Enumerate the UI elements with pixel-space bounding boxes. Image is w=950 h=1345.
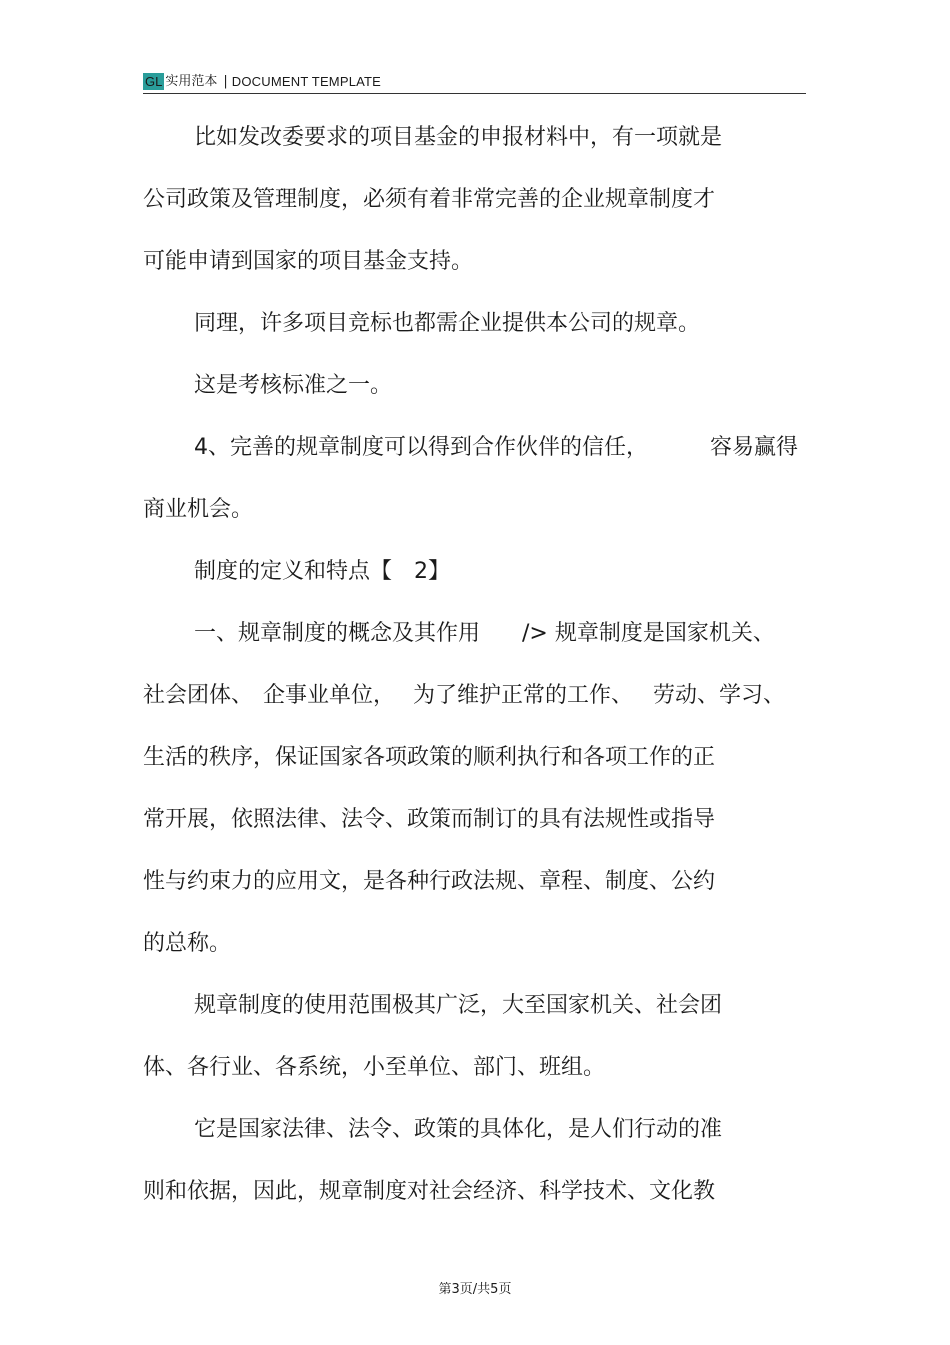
text-line: 同理，许多项目竞标也都需企业提供本公司的规章。 (194, 311, 701, 336)
text-line: 则和依据，因此，规章制度对社会经济、科学技术、文化教 (143, 1179, 716, 1204)
text-line (143, 561, 803, 623)
text-line (143, 623, 803, 685)
text-line: 它是国家法律、法令、政策的具体化，是人们行动的准 (194, 1117, 723, 1142)
text-segment: 容易赢得 (710, 435, 799, 460)
page-footer (0, 1278, 950, 1297)
text-line: 规章制度的使用范围极其广泛，大至国家机关、社会团 (194, 993, 723, 1018)
text-line (143, 685, 803, 747)
text-segment: 为了维护正常的工作、 (413, 683, 634, 708)
page-header (143, 70, 806, 94)
text-line: 生活的秩序，保证国家各项政策的顺利执行和各项工作的正 (143, 745, 716, 770)
text-segment: 2】 (414, 559, 451, 584)
text-line: 性与约束力的应用文，是各种行政法规、章程、制度、公约 (143, 869, 716, 894)
header-subtitle: DOCUMENT TEMPLATE (231, 74, 382, 89)
text-segment: 4、完善的规章制度可以得到合作伙伴的信任， (194, 435, 648, 460)
document-body (143, 127, 803, 1243)
text-segment: 一、规章制度的概念及其作用 (194, 621, 481, 646)
text-line: 这是考核标准之一。 (194, 373, 393, 398)
text-segment: 企事业单位， (263, 683, 396, 708)
header-brand: 实用范本 (165, 74, 218, 89)
text-line: 比如发改委要求的项目基金的申报材料中，有一项就是 (194, 125, 723, 150)
text-line (143, 437, 803, 499)
text-line: 公司政策及管理制度，必须有着非常完善的企业规章制度才 (143, 187, 716, 212)
text-line: 常开展，依照法律、法令、政策而制订的具有法规性或指导 (143, 807, 716, 832)
header-separator: | (223, 74, 228, 89)
text-segment: 制度的定义和特点【 (194, 559, 393, 584)
text-segment: 社会团体、 (143, 683, 254, 708)
text-line: 商业机会。 (143, 497, 254, 522)
text-line: 体、各行业、各系统，小至单位、部门、班组。 (143, 1055, 606, 1080)
page-indicator: 第3页/共5页 (438, 1282, 512, 1297)
text-line: 可能申请到国家的项目基金支持。 (143, 249, 474, 274)
text-segment: 劳动、学习、 (653, 683, 786, 708)
logo: GL (145, 74, 163, 89)
text-segment: /> 规章制度是国家机关、 (522, 621, 775, 646)
text-line: 的总称。 (143, 931, 232, 956)
